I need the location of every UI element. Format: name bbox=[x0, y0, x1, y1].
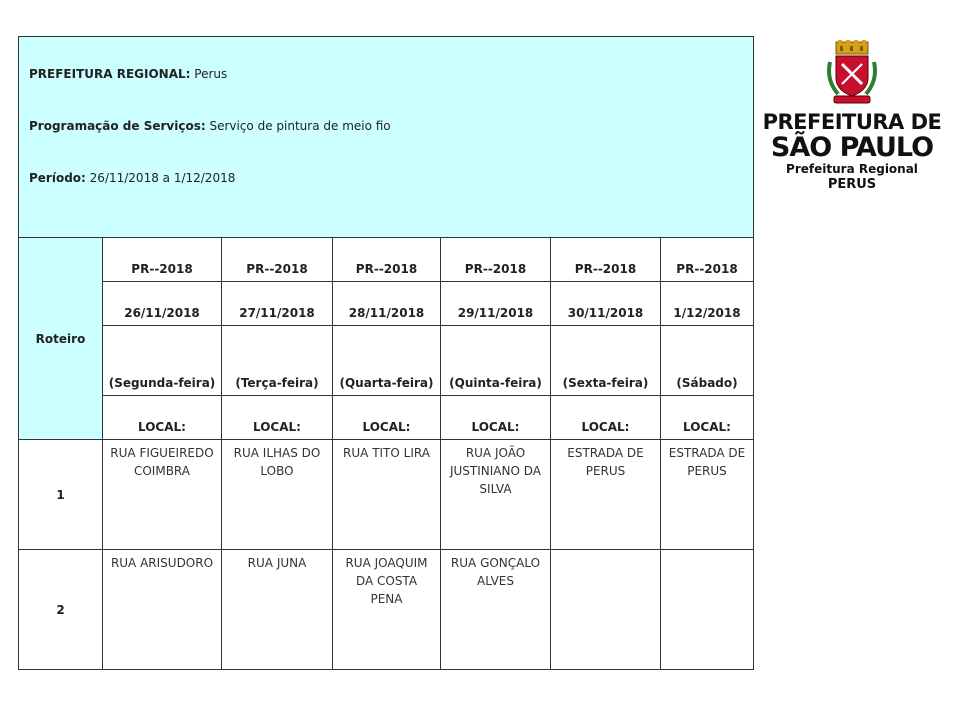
day-weekday-2: (Terça-feira) bbox=[222, 326, 333, 396]
street-cell: ESTRADA DE PERUS bbox=[551, 440, 661, 550]
street-cell: RUA TITO LIRA bbox=[333, 440, 441, 550]
code-row bbox=[19, 238, 754, 282]
route-row-1 bbox=[19, 440, 754, 550]
date-row bbox=[19, 282, 754, 326]
street-cell: RUA JOÃO JUSTINIANO DA SILVA bbox=[441, 440, 551, 550]
prefeitura-logo bbox=[762, 40, 942, 192]
street-cell: RUA JUNA bbox=[222, 550, 333, 670]
street-cell bbox=[551, 550, 661, 670]
header-row bbox=[19, 37, 754, 238]
logo-line-1: PREFEITURA DE bbox=[762, 110, 942, 134]
roteiro-label: Roteiro bbox=[19, 238, 103, 440]
day-code-1: PR--2018 bbox=[103, 238, 222, 282]
day-date-6: 1/12/2018 bbox=[661, 282, 754, 326]
route-number-2: 2 bbox=[19, 550, 103, 670]
street-cell bbox=[661, 550, 754, 670]
day-local-2: LOCAL: bbox=[222, 396, 333, 440]
programacao-label: Programação de Serviços: bbox=[29, 119, 206, 133]
logo-line-3: Prefeitura Regional bbox=[786, 162, 918, 176]
periodo-value: 26/11/2018 a 1/12/2018 bbox=[89, 171, 236, 185]
street-cell: RUA ILHAS DO LOBO bbox=[222, 440, 333, 550]
day-weekday-6: (Sábado) bbox=[661, 326, 754, 396]
street-cell: RUA GONÇALO ALVES bbox=[441, 550, 551, 670]
day-date-5: 30/11/2018 bbox=[551, 282, 661, 326]
route-number-1: 1 bbox=[19, 440, 103, 550]
route-row-2 bbox=[19, 550, 754, 670]
street-cell: RUA FIGUEIREDO COIMBRA bbox=[103, 440, 222, 550]
day-local-1: LOCAL: bbox=[103, 396, 222, 440]
day-code-3: PR--2018 bbox=[333, 238, 441, 282]
weekday-row bbox=[19, 326, 754, 396]
day-local-4: LOCAL: bbox=[441, 396, 551, 440]
day-local-3: LOCAL: bbox=[333, 396, 441, 440]
street-cell: RUA JOAQUIM DA COSTA PENA bbox=[333, 550, 441, 670]
street-cell: ESTRADA DE PERUS bbox=[661, 440, 754, 550]
day-date-2: 27/11/2018 bbox=[222, 282, 333, 326]
day-code-2: PR--2018 bbox=[222, 238, 333, 282]
header-info-cell bbox=[19, 37, 754, 238]
day-weekday-4: (Quinta-feira) bbox=[441, 326, 551, 396]
coat-of-arms-icon bbox=[824, 40, 880, 106]
regional-value: Perus bbox=[194, 67, 228, 81]
logo-line-4: PERUS bbox=[827, 177, 877, 192]
day-code-6: PR--2018 bbox=[661, 238, 754, 282]
day-date-4: 29/11/2018 bbox=[441, 282, 551, 326]
programacao-value: Serviço de pintura de meio fio bbox=[209, 119, 391, 133]
programacao-line bbox=[29, 119, 753, 133]
day-code-5: PR--2018 bbox=[551, 238, 661, 282]
schedule-table bbox=[18, 36, 754, 670]
periodo-line bbox=[29, 171, 753, 185]
day-date-1: 26/11/2018 bbox=[103, 282, 222, 326]
day-local-5: LOCAL: bbox=[551, 396, 661, 440]
local-row bbox=[19, 396, 754, 440]
street-cell: RUA ARISUDORO bbox=[103, 550, 222, 670]
regional-label: PREFEITURA REGIONAL: bbox=[29, 67, 191, 81]
day-local-6: LOCAL: bbox=[661, 396, 754, 440]
regional-line bbox=[29, 67, 753, 81]
day-weekday-3: (Quarta-feira) bbox=[333, 326, 441, 396]
day-date-3: 28/11/2018 bbox=[333, 282, 441, 326]
periodo-label: Período: bbox=[29, 171, 86, 185]
day-code-4: PR--2018 bbox=[441, 238, 551, 282]
day-weekday-1: (Segunda-feira) bbox=[103, 326, 222, 396]
logo-line-2: SÃO PAULO bbox=[770, 132, 934, 163]
day-weekday-5: (Sexta-feira) bbox=[551, 326, 661, 396]
